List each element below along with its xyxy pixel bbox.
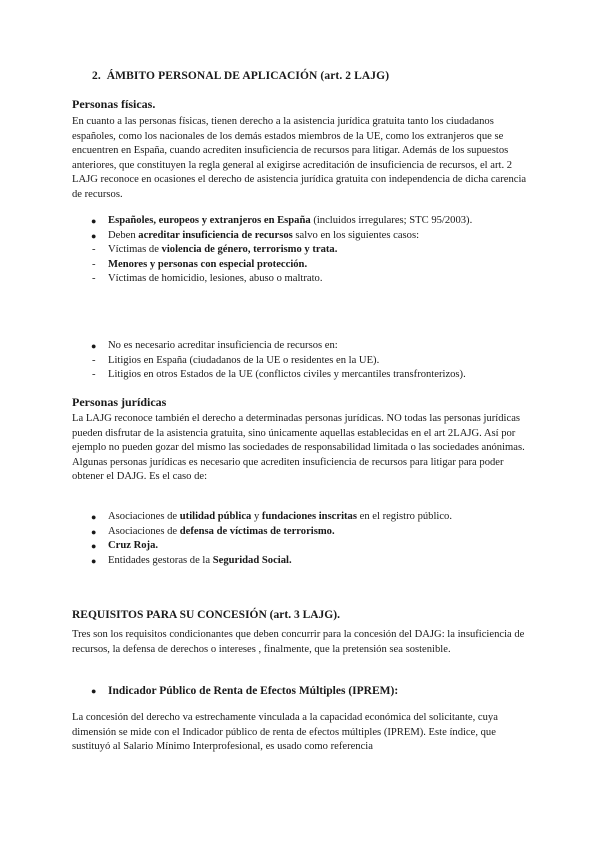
item-text: Asociaciones de (108, 511, 180, 522)
iprem-paragraph: La concesión del derecho va estrechamente vinculada a la capacidad económica del solicitante, cuya dimensión se mide con el Indicador público de renta de efectos múltiples (IPREM). Este índice, que sustituyó al Salario Mínimo Interprofesional, es usado como referencia (72, 712, 498, 753)
item-text: Asociaciones de (108, 525, 180, 537)
dash-icon: - (92, 244, 96, 256)
personas-fisicas-heading: Personas físicas. (72, 97, 156, 111)
list-item (72, 684, 532, 699)
item-bold: acreditar insuficiencia de recursos (138, 229, 293, 241)
list-item (72, 510, 532, 525)
item-text: (incluidos irregulares; STC 95/2003). (310, 215, 473, 226)
requisitos-paragraph: Tres son los requisitos condicionantes que deben concurrir para la concesión del DAJG: la insuficiencia de recursos, la defensa de derechos o intereses , finalmente, que la pretensión sea sostenible. (72, 629, 525, 655)
item-bold: utilidad pública (179, 511, 252, 522)
juridicas-list (72, 510, 532, 568)
iprem-list (72, 684, 532, 699)
requisitos-heading: REQUISITOS PARA SU CONCESIÓN (art. 3 LAJG). (72, 609, 340, 621)
item-bold: Seguridad Social. (212, 554, 292, 566)
list-item (72, 229, 532, 244)
list-item (72, 354, 532, 369)
section-number: 2. (92, 70, 101, 82)
dash-icon: - (92, 369, 96, 381)
item-bold: Menores y personas con especial protección. (108, 258, 308, 270)
list-item (72, 258, 532, 273)
bullet-icon: ● (91, 526, 97, 537)
item-text: y (251, 511, 262, 522)
item-text: Litigios en otros Estados de la UE (conflictos civiles y mercantiles transfronterizos). (108, 369, 466, 381)
personas-juridicas-paragraph: La LAJG reconoce también el derecho a determinadas personas jurídicas. NO todas las personas jurídicas pueden disfrutar de la asistencia gratuita, sino únicamente aquellas establecidas en el art 2LAJG. Así por ejemplo no pueden gozar del mismo las sociedades de responsabilidad limitada o las sociedades anónimas. Algunas personas jurídicas es necesario que acrediten insuficiencia de recursos para litigar para poder obtener el DAJG. Es el caso de: (72, 413, 525, 483)
personas-juridicas-heading: Personas jurídicas (72, 395, 167, 409)
bullet-icon: ● (91, 230, 97, 241)
bullet-icon: ● (91, 341, 97, 351)
list-item (72, 272, 532, 287)
bullet-icon: ● (91, 512, 97, 522)
item-bold: Cruz Roja. (108, 540, 159, 552)
item-text: salvo en los siguientes casos: (292, 229, 420, 241)
item-bold: defensa de víctimas de terrorismo. (179, 525, 335, 537)
bullet-icon: ● (91, 555, 97, 566)
item-bold: Españoles, europeos y extranjeros en España (108, 215, 311, 226)
list-item (72, 539, 532, 554)
fisicas-list-1 (72, 214, 532, 287)
list-item (72, 214, 532, 229)
bullet-icon: ● (91, 686, 97, 696)
item-text: Víctimas de (108, 244, 162, 256)
bullet-icon: ● (91, 216, 97, 226)
item-text: Entidades gestoras de la (108, 554, 213, 566)
item-text: Litigios en España (ciudadanos de la UE o residentes en la UE). (108, 354, 380, 366)
list-item (72, 243, 532, 258)
personas-fisicas-paragraph: En cuanto a las personas físicas, tienen derecho a la asistencia jurídica gratuita tanto los ciudadanos españoles, como los nacionales de los demás estados miembros de la UE, como los extranjeros que se encuentren en España, cuando acrediten insuficiencia de recursos para litigar. Además de los supuestos anteriores, que constituyen la regla general al exigirse acreditación de insuficiencia de recursos, el art. 2 LAJG reconoce en ocasiones el derecho de asistencia jurídica gratuita con independencia de dicha carencia de recursos. (72, 116, 527, 200)
section-title: ÁMBITO PERSONAL DE APLICACIÓN (art. 2 LAJG) (106, 70, 390, 82)
bullet-icon: ● (91, 541, 97, 552)
dash-icon: - (92, 354, 96, 366)
item-bold: fundaciones inscritas (261, 511, 357, 522)
dash-icon: - (92, 258, 96, 270)
list-item (72, 368, 532, 383)
item-text: Víctimas de homicidio, lesiones, abuso o maltrato. (108, 273, 323, 285)
iprem-heading: Indicador Público de Renta de Efectos Múltiples (IPREM): (108, 685, 399, 697)
section-heading (92, 70, 389, 82)
dash-icon: - (92, 273, 96, 285)
item-bold: violencia de género, terrorismo y trata. (161, 244, 338, 256)
list-item (72, 339, 532, 354)
item-text: en el registro público. (356, 511, 453, 522)
item-text: Deben (108, 229, 139, 241)
item-text: No es necesario acreditar insuficiencia de recursos en: (108, 340, 338, 351)
fisicas-list-2 (72, 339, 532, 383)
list-item (72, 554, 532, 569)
list-item (72, 525, 532, 540)
